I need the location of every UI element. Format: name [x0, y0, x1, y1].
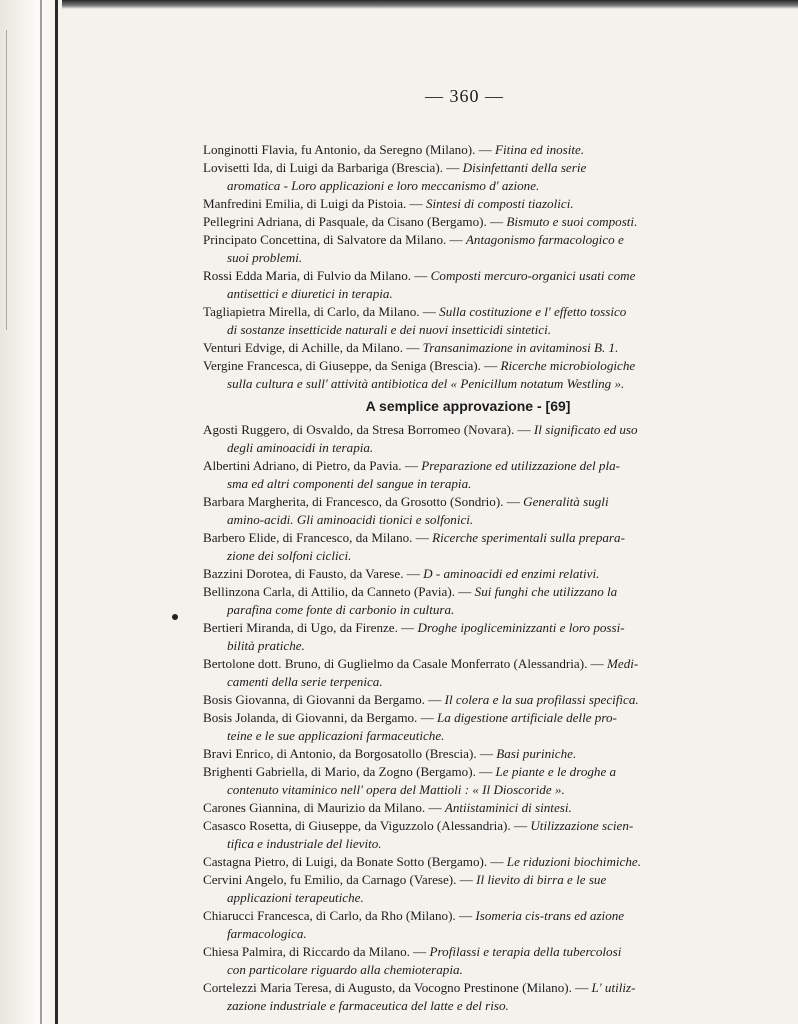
entry-title-continuation: antisettici e diuretici in terapia. — [227, 286, 393, 301]
entry-item — [203, 853, 733, 871]
entry-item — [203, 303, 733, 339]
entry-author: Barbero Elide, di Francesco, da Milano. — — [203, 530, 433, 545]
entry-author: Bosis Jolanda, di Giovanni, da Bergamo. — — [203, 710, 437, 725]
entry-title: Il lievito di birra e le sue — [476, 872, 607, 887]
entry-item — [203, 619, 733, 655]
entry-item — [203, 583, 733, 619]
entry-title: La digestione artificiale delle pro- — [436, 710, 617, 725]
entry-title: Transanimazione in avitaminosi B. 1. — [422, 340, 619, 355]
entry-title-continuation: di sostanze insetticide naturali e dei nuovi insetticidi sintetici. — [227, 322, 552, 337]
entry-author: Bosis Giovanna, di Giovanni da Bergamo. — — [203, 692, 445, 707]
entry-item — [203, 141, 733, 159]
entry-item — [203, 421, 733, 457]
entry-title: Profilassi e terapia della tubercolosi — [429, 944, 622, 959]
entry-author: Cortelezzi Maria Teresa, di Augusto, da Vocogno Prestinone (Milano). — — [203, 980, 592, 995]
entry-item — [203, 907, 733, 943]
entry-title-continuation: teine e le sue applicazioni farmaceutiche. — [227, 728, 445, 743]
entry-title: Disinfettanti della serie — [462, 160, 587, 175]
entry-title: Il significato ed uso — [533, 422, 638, 437]
bottom-entry-list — [203, 421, 733, 1015]
margin-dot — [172, 614, 178, 620]
entry-item — [203, 267, 733, 303]
entry-title-continuation: sulla cultura e sull' attività antibiotica del « Penicillum notatum Westling ». — [227, 376, 625, 391]
entry-item — [203, 565, 733, 583]
entry-author: Rossi Edda Maria, di Fulvio da Milano. — — [203, 268, 431, 283]
entry-author: Casasco Rosetta, di Giuseppe, da Viguzzolo (Alessandria). — — [203, 818, 531, 833]
entry-title: Basi puriniche. — [496, 746, 577, 761]
entry-item — [203, 799, 733, 817]
entry-author: Manfredini Emilia, di Luigi da Pistoia. — — [203, 196, 426, 211]
entry-author: Agosti Ruggero, di Osvaldo, da Stresa Borromeo (Novara). — — [203, 422, 534, 437]
entry-item — [203, 943, 733, 979]
entry-author: Principato Concettina, di Salvatore da Milano. — — [203, 232, 466, 247]
entry-title-continuation: suoi problemi. — [227, 250, 303, 265]
entry-title-continuation: zione dei solfoni ciclici. — [227, 548, 352, 563]
entry-item — [203, 655, 733, 691]
entry-title: Medi- — [607, 656, 639, 671]
entry-title: Sui funghi che utilizzano la — [474, 584, 618, 599]
entry-author: Barbara Margherita, di Francesco, da Grosotto (Sondrio). — — [203, 494, 524, 509]
entry-title: Fitina ed inosite. — [495, 142, 585, 157]
entry-author: Venturi Edvige, di Achille, da Milano. — — [203, 340, 423, 355]
entry-item — [203, 871, 733, 907]
entry-title-continuation: sma ed altri componenti del sangue in terapia. — [227, 476, 472, 491]
entry-item — [203, 529, 733, 565]
entry-title: Isomeria cis-trans ed azione — [475, 908, 625, 923]
entry-title: Generalità sugli — [523, 494, 609, 509]
entry-title: L' utiliz- — [591, 980, 636, 995]
entry-title: Preparazione ed utilizzazione del pla- — [421, 458, 621, 473]
entry-item — [203, 339, 733, 357]
entry-title: Le piante e le droghe a — [495, 764, 617, 779]
entry-title: Sulla costituzione e l' effetto tossico — [439, 304, 627, 319]
entry-title: Il colera e la sua profilassi specifica. — [444, 692, 639, 707]
entry-item — [203, 231, 733, 267]
entry-author: Albertini Adriano, di Pietro, da Pavia. — — [203, 458, 422, 473]
binding-edge-faint — [6, 30, 7, 330]
entry-title-continuation: bilità pratiche. — [227, 638, 305, 653]
entry-item — [203, 195, 733, 213]
entry-author: Vergine Francesca, di Giuseppe, da Seniga (Brescia). — — [203, 358, 501, 373]
entry-item — [203, 817, 733, 853]
entry-title: D - aminoacidi ed enzimi relativi. — [423, 566, 600, 581]
entry-author: Chiesa Palmira, di Riccardo da Milano. — — [203, 944, 430, 959]
entry-title-continuation: amino-acidi. Gli aminoacidi tionici e solfonici. — [227, 512, 474, 527]
entry-item — [203, 493, 733, 529]
entry-title-continuation: parafina come fonte di carbonio in cultura. — [227, 602, 455, 617]
top-entry-list — [203, 141, 733, 393]
entry-title: Antiistaminici di sintesi. — [444, 800, 572, 815]
entry-title-continuation: camenti della serie terpenica. — [227, 674, 383, 689]
entry-item — [203, 159, 733, 195]
entry-author: Cervini Angelo, fu Emilio, da Carnago (Varese). — — [203, 872, 477, 887]
entry-author: Longinotti Flavia, fu Antonio, da Seregno (Milano). — — [203, 142, 496, 157]
section-heading: A semplice approvazione - [69] — [365, 398, 571, 414]
entry-author: Bertieri Miranda, di Ugo, da Firenze. — — [203, 620, 418, 635]
entry-title-continuation: zazione industriale e farmaceutica del latte e del riso. — [227, 998, 509, 1013]
binding-edge-line — [40, 0, 42, 1024]
entry-item — [203, 763, 733, 799]
entry-author: Chiarucci Francesca, di Carlo, da Rho (Milano). — — [203, 908, 476, 923]
entry-author: Brighenti Gabriella, di Mario, da Zogno (Bergamo). — — [203, 764, 496, 779]
entry-title-continuation: con particolare riguardo alla chemioterapia. — [227, 962, 463, 977]
entry-title-continuation: tifica e industriale del lievito. — [227, 836, 382, 851]
entry-title-continuation: degli aminoacidi in terapia. — [227, 440, 374, 455]
entry-author: Bazzini Dorotea, di Fausto, da Varese. — — [203, 566, 424, 581]
entry-title: Bismuto e suoi composti. — [506, 214, 638, 229]
entry-title: Ricerche microbiologiche — [500, 358, 636, 373]
entry-item — [203, 709, 733, 745]
entry-title-continuation: applicazioni terapeutiche. — [227, 890, 364, 905]
entry-author: Castagna Pietro, di Luigi, da Bonate Sotto (Bergamo). — — [203, 854, 507, 869]
entry-author: Tagliapietra Mirella, di Carlo, da Milano. — — [203, 304, 440, 319]
page-top-shadow — [0, 0, 798, 9]
entry-item — [203, 691, 733, 709]
entry-title: Composti mercuro-organici usati come — [430, 268, 636, 283]
entry-item — [203, 745, 733, 763]
entry-author: Pellegrini Adriana, di Pasquale, da Cisano (Bergamo). — — [203, 214, 507, 229]
entry-title-continuation: aromatica - Loro applicazioni e loro meccanismo d' azione. — [227, 178, 540, 193]
entry-author: Bravi Enrico, di Antonio, da Borgosatollo (Brescia). — — [203, 746, 497, 761]
entry-title: Le riduzioni biochimiche. — [506, 854, 641, 869]
entry-item — [203, 979, 733, 1015]
entry-title-continuation: contenuto vitaminico nell' opera del Mattioli : « Il Dioscoride ». — [227, 782, 565, 797]
binding-edge-dark — [55, 0, 58, 1024]
entry-title: Ricerche sperimentali sulla prepara- — [432, 530, 625, 545]
entry-author: Bellinzona Carla, di Attilio, da Canneto (Pavia). — — [203, 584, 475, 599]
entry-title: Droghe ipogliceminizzanti e loro possi- — [417, 620, 625, 635]
entry-title: Antagonismo farmacologico e — [465, 232, 624, 247]
entry-author: Bertolone dott. Bruno, di Guglielmo da Casale Monferrato (Alessandria). — — [203, 656, 607, 671]
entry-item — [203, 457, 733, 493]
entry-title: Utilizzazione scien- — [530, 818, 634, 833]
entry-author: Carones Giannina, di Maurizio da Milano. — — [203, 800, 445, 815]
entry-author: Lovisetti Ida, di Luigi da Barbariga (Brescia). — — [203, 160, 463, 175]
entry-item — [203, 213, 733, 231]
entry-item — [203, 357, 733, 393]
page-number: — 360 — — [425, 86, 504, 106]
entry-title-continuation: farmacologica. — [227, 926, 307, 941]
binding-gutter — [0, 0, 62, 1024]
entry-title: Sintesi di composti tiazolici. — [425, 196, 574, 211]
entry-list — [203, 141, 733, 1015]
